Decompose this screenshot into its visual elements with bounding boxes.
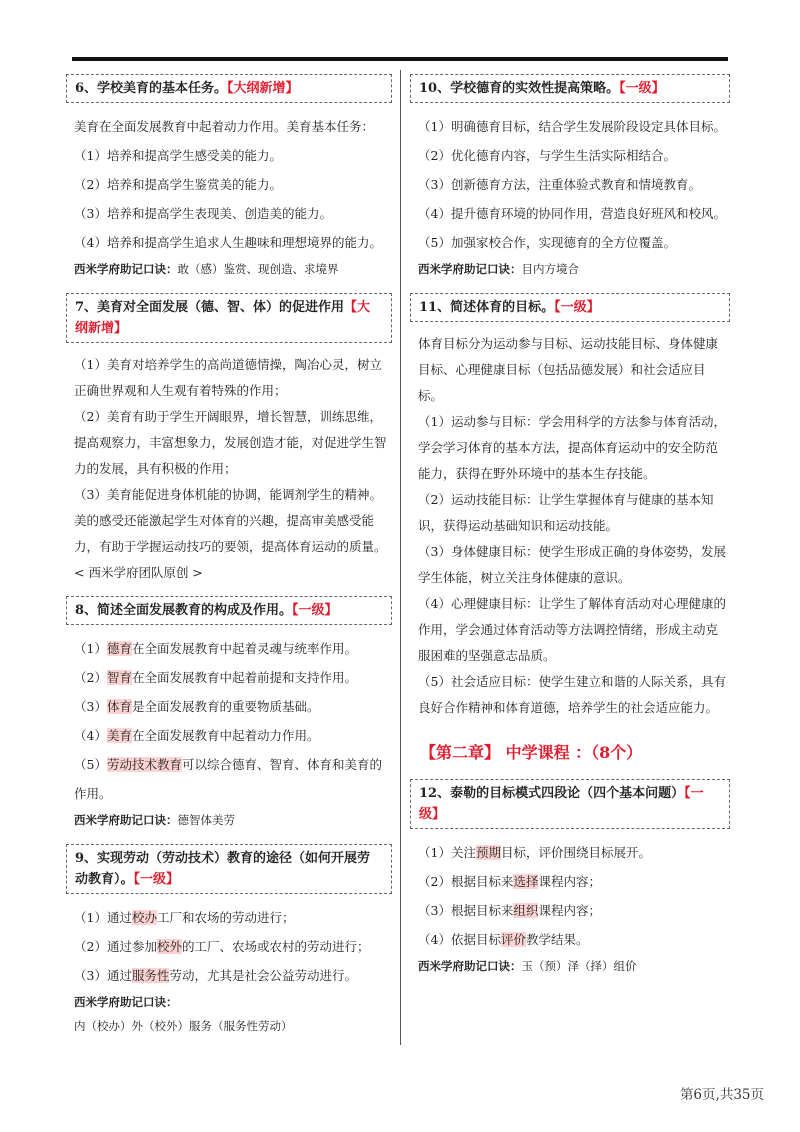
page-number: 第6页,共35页 — [679, 1087, 764, 1103]
q8-item — [66, 750, 392, 808]
item-prefix: （2） — [74, 670, 107, 685]
q8-mnemonic — [66, 808, 392, 832]
item-text: 工厂和农场的劳动进行； — [156, 910, 295, 925]
q8-item — [66, 692, 392, 721]
q6-item: （1）培养和提高学生感受美的能力。 — [74, 148, 282, 163]
mnemonic-text: 玉（预）泽（择）组价 — [521, 959, 637, 973]
item-prefix: （3）通过 — [74, 968, 132, 983]
q11-title: 11、简述体育的目标。 — [419, 300, 555, 315]
mnemonic-label: 西米学府助记口诀： — [418, 262, 522, 276]
q12-item — [410, 925, 730, 954]
q11-item: （2）运动技能目标：让学生掌握体育与健康的基本知识，获得运动基础知识和运动技能。 — [418, 492, 714, 533]
mnemonic-text: 目内方境合 — [521, 262, 579, 276]
highlight-text: 德育 — [106, 641, 132, 656]
q9-mnemonic — [66, 990, 392, 1038]
q12-item — [410, 838, 730, 867]
q11-item: （3）身体健康目标：使学生形成正确的身体姿势，发展学生体能，树立关注身体健康的意识。 — [418, 544, 726, 585]
q11-item: （5）社会适应目标：使学生建立和谐的人际关系，具有良好合作精神和体育道德，培养学生的社会适应能力。 — [418, 674, 726, 715]
item-prefix: （1）通过 — [74, 910, 132, 925]
q7-tag: 【大纲新增】 — [75, 300, 371, 336]
highlight-text: 预期 — [475, 845, 501, 860]
item-prefix: （5） — [74, 757, 107, 772]
item-text: 是全面发展教育的重要物质基础。 — [131, 699, 320, 714]
q7-item: （3）美育能促进身体机能的协调，能调剂学生的精神。美的感受还能激起学生对体育的兴趣，提高审美感受能力，有助于学握运动技巧的要领，提高体育运动的质量。< 西米学府团队原创 > — [74, 487, 387, 580]
q11-item: （1）运动参与目标：学会用科学的方法参与体育活动，学会学习体育的基本方法，提高体育运动中的安全防范能力，获得在野外环境中的基本生存技能。 — [418, 414, 726, 481]
mnemonic-label: 西米学府助记口诀： — [74, 813, 178, 827]
q9-tag: 【一级】 — [133, 872, 180, 887]
q9-heading — [66, 844, 392, 894]
highlight-text: 劳动技术教育 — [106, 757, 182, 772]
q10-tag: 【一级】 — [619, 81, 665, 96]
q12-item — [410, 896, 730, 925]
item-text: 劳动，尤其是社会公益劳动进行。 — [169, 968, 357, 983]
top-rule — [72, 57, 728, 61]
highlight-text: 体育 — [106, 699, 132, 714]
item-text: 课程内容； — [538, 874, 601, 889]
item-prefix: （4） — [74, 728, 107, 743]
q10-item: （1）明确德育目标，结合学生发展阶段设定具体目标。 — [418, 119, 726, 134]
item-text: 在全面发展教育中起着动力作用。 — [131, 728, 320, 743]
q6-heading — [66, 74, 392, 103]
mnemonic-label: 西米学府助记口诀： — [74, 262, 178, 276]
item-text: 在全面发展教育中起着灵魂与统率作用。 — [131, 641, 357, 656]
highlight-text: 评价 — [500, 932, 526, 947]
chapter-heading: 【第二章】 中学课程 ：（8个） — [420, 743, 643, 762]
q11-intro: 体育目标分为运动参与目标、运动技能目标、身体健康目标、心理健康目标（包括品德发展）和社会适应目标。 — [418, 336, 719, 403]
q10-item: （3）创新德育方法，注重体验式教育和情境教育。 — [418, 177, 701, 192]
item-text: 目标，评价围绕目标展开。 — [500, 845, 651, 860]
highlight-text: 选择 — [513, 874, 539, 889]
highlight-text: 美育 — [106, 728, 132, 743]
highlight-text: 智育 — [106, 670, 132, 685]
highlight-text: 校办 — [131, 910, 157, 925]
q12-heading — [410, 779, 730, 829]
q6-mnemonic — [66, 257, 392, 281]
item-prefix: （1）关注 — [418, 845, 476, 860]
mnemonic-label: 西米学府助记口诀： — [418, 959, 522, 973]
q12-item — [410, 867, 730, 896]
q7-item: （2）美育有助于学生开阔眼界，增长智慧，训练思维，提高观察力，丰富想象力，发展创造才能，对促进学生智力的发展，具有积极的作用； — [74, 409, 387, 476]
q9-item — [66, 903, 392, 932]
mnemonic-text: 德智体美劳 — [177, 813, 235, 827]
q12-tag: 【一级】 — [419, 786, 704, 822]
item-text: 在全面发展教育中起着前提和支持作用。 — [131, 670, 357, 685]
q11-item: （4）心理健康目标：让学生了解体育活动对心理健康的作用，学会通过体育活动等方法调控情绪，形成主动克服困难的坚强意志品质。 — [418, 596, 726, 663]
column-divider — [400, 70, 401, 1045]
highlight-text: 服务性 — [131, 968, 170, 983]
q7-title: 7、美育对全面发展（德、智、体）的促进作用 — [75, 300, 345, 315]
item-prefix: （4）依据目标 — [418, 932, 501, 947]
item-text: 的工厂、农场或农村的劳动进行； — [181, 939, 370, 954]
q7-heading — [66, 293, 392, 343]
q10-title: 10、学校德育的实效性提高策略。 — [419, 81, 620, 96]
item-prefix: （2）根据目标来 — [418, 874, 514, 889]
q12-mnemonic — [410, 954, 730, 978]
q6-title: 6、学校美育的基本任务。 — [75, 81, 228, 96]
highlight-text: 校外 — [156, 939, 182, 954]
item-text: 课程内容； — [538, 903, 601, 918]
q6-tag: 【大纲新增】 — [227, 81, 299, 96]
q6-intro: 美育在全面发展教育中起着动力作用。美育基本任务： — [74, 119, 375, 134]
q10-heading — [410, 74, 730, 103]
left-column — [66, 74, 392, 1050]
q8-title: 8、简述全面发展教育的构成及作用。 — [75, 603, 293, 618]
item-text: 可以综合德育、智育、体育和美育的作用。 — [74, 757, 382, 801]
q11-tag: 【一级】 — [554, 300, 600, 315]
mnemonic-text: 内（校办）外（校外）服务（服务性劳动） — [74, 1019, 293, 1033]
q8-item — [66, 663, 392, 692]
q6-item: （2）培养和提高学生鉴赏美的能力。 — [74, 177, 282, 192]
q8-item — [66, 721, 392, 750]
q10-item: （5）加强家校合作，实现德育的全方位覆盖。 — [418, 235, 676, 250]
q11-heading — [410, 293, 730, 322]
q10-item: （4）提升德育环境的协同作用，营造良好班风和校风。 — [418, 206, 726, 221]
q7-item: （1）美育对培养学生的高尚道德情操，陶冶心灵，树立正确世界观和人生观有着特殊的作用； — [74, 357, 382, 398]
item-prefix: （2）通过参加 — [74, 939, 157, 954]
mnemonic-label: 西米学府助记口诀： — [74, 995, 178, 1009]
q9-title: 9、实现劳动（劳动技术）教育的途径（如何开展劳动教育）。 — [75, 851, 371, 887]
q8-tag: 【一级】 — [292, 603, 338, 618]
q12-title: 12、泰勒的目标模式四段论（四个基本问题） — [419, 786, 685, 801]
q10-item: （2）优化德育内容，与学生生活实际相结合。 — [418, 148, 676, 163]
mnemonic-text: 敢（感）鉴赏、现创造、求境界 — [177, 262, 339, 276]
item-text: 教学结果。 — [525, 932, 589, 947]
q9-item — [66, 961, 392, 990]
q6-item: （4）培养和提高学生追求人生趣味和理想境界的能力。 — [74, 235, 382, 250]
q8-heading — [66, 596, 392, 625]
item-prefix: （3） — [74, 699, 107, 714]
q8-item — [66, 634, 392, 663]
item-prefix: （1） — [74, 641, 107, 656]
highlight-text: 组织 — [513, 903, 539, 918]
right-column — [410, 74, 730, 990]
q6-item: （3）培养和提高学生表现美、创造美的能力。 — [74, 206, 332, 221]
item-prefix: （3）根据目标来 — [418, 903, 514, 918]
q9-item — [66, 932, 392, 961]
q10-mnemonic — [410, 257, 730, 281]
